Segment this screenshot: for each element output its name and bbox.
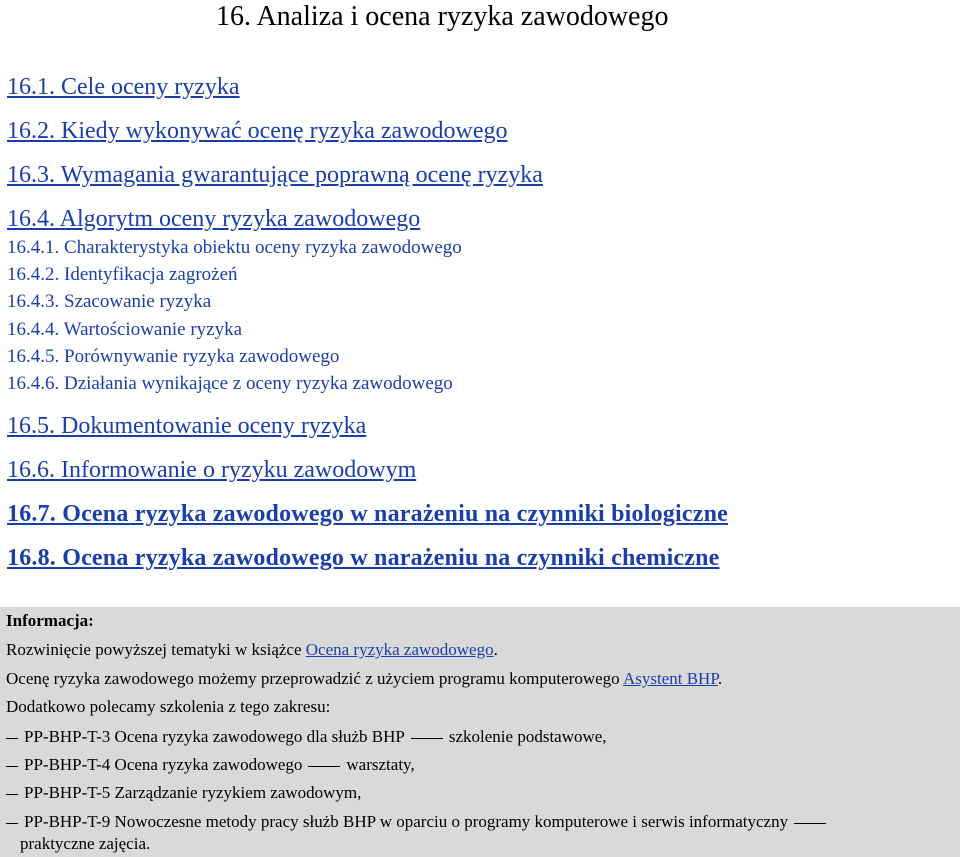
course-code: PP-BHP-T-3 <box>24 727 111 746</box>
course-name: Nowoczesne metody pracy służb BHP w oparciu o programy komputerowe i serwis informatyczny <box>114 812 789 831</box>
info-line-software <box>6 668 722 690</box>
dash-icon <box>6 738 18 739</box>
course-code: PP-BHP-T-5 <box>24 783 111 802</box>
course-code: PP-BHP-T-4 <box>24 755 111 774</box>
course-item <box>6 782 361 804</box>
toc-link-16-7[interactable]: 16.7. Ocena ryzyka zawodowego w narażeniu na czynniki biologiczne <box>7 501 728 527</box>
toc-link-16-4-6[interactable]: 16.4.6. Działania wynikające z oceny ryzyka zawodowego <box>7 373 453 394</box>
info-line-book-text: Rozwinięcie powyższej tematyki w książce <box>6 640 306 659</box>
course-name: Ocena ryzyka zawodowego <box>114 755 303 774</box>
course-desc: szkolenie podstawowe, <box>448 727 607 746</box>
course-continuation: praktyczne zajęcia. <box>20 834 151 853</box>
dash-icon <box>6 766 18 767</box>
toc-link-16-6[interactable]: 16.6. Informowanie o ryzyku zawodowym <box>7 457 417 483</box>
info-heading: Informacja: <box>6 611 94 630</box>
toc-link-16-2[interactable]: 16.2. Kiedy wykonywać ocenę ryzyka zawodowego <box>7 118 508 144</box>
info-line-book <box>6 639 498 661</box>
toc-link-16-1[interactable]: 16.1. Cele oceny ryzyka <box>7 74 240 100</box>
dash-icon <box>6 823 18 824</box>
software-link[interactable]: Asystent BHP <box>622 669 718 688</box>
toc-link-16-4-2[interactable]: 16.4.2. Identyfikacja zagrożeń <box>7 264 238 285</box>
course-item <box>6 811 832 833</box>
course-name: Ocena ryzyka zawodowego dla służb BHP <box>114 727 405 746</box>
course-item <box>6 754 415 776</box>
info-line-courses-intro: Dodatkowo polecamy szkolenia z tego zakresu: <box>6 697 331 716</box>
info-line-software-end: . <box>717 669 723 688</box>
info-box <box>0 607 960 857</box>
toc-link-16-5[interactable]: 16.5. Dokumentowanie oceny ryzyka <box>7 413 367 439</box>
emdash-icon <box>794 823 826 824</box>
toc-link-16-4-4[interactable]: 16.4.4. Wartościowanie ryzyka <box>7 319 243 340</box>
page-title: 16. Analiza i ocena ryzyka zawodowego <box>216 1 669 32</box>
course-name: Zarządzanie ryzykiem zawodowym, <box>114 783 362 802</box>
info-line-book-end: . <box>493 640 498 659</box>
book-link[interactable]: Ocena ryzyka zawodowego <box>305 640 494 659</box>
dash-icon <box>6 794 18 795</box>
emdash-icon <box>308 766 340 767</box>
toc-link-16-4-5[interactable]: 16.4.5. Porównywanie ryzyka zawodowego <box>7 346 340 367</box>
toc-link-16-4[interactable]: 16.4. Algorytm oceny ryzyka zawodowego <box>7 206 421 232</box>
emdash-icon <box>411 738 443 739</box>
toc-link-16-4-1[interactable]: 16.4.1. Charakterystyka obiektu oceny ryzyka zawodowego <box>7 237 462 258</box>
toc-link-16-4-3[interactable]: 16.4.3. Szacowanie ryzyka <box>7 291 212 312</box>
toc-link-16-3[interactable]: 16.3. Wymagania gwarantujące poprawną ocenę ryzyka <box>7 162 543 188</box>
course-code: PP-BHP-T-9 <box>24 812 111 831</box>
course-item <box>6 726 607 748</box>
info-line-software-text: Ocenę ryzyka zawodowego możemy przeprowadzić z użyciem programu komputerowego <box>6 669 623 688</box>
toc-link-16-8[interactable]: 16.8. Ocena ryzyka zawodowego w narażeniu na czynniki chemiczne <box>7 545 720 571</box>
course-desc: warsztaty, <box>346 755 415 774</box>
